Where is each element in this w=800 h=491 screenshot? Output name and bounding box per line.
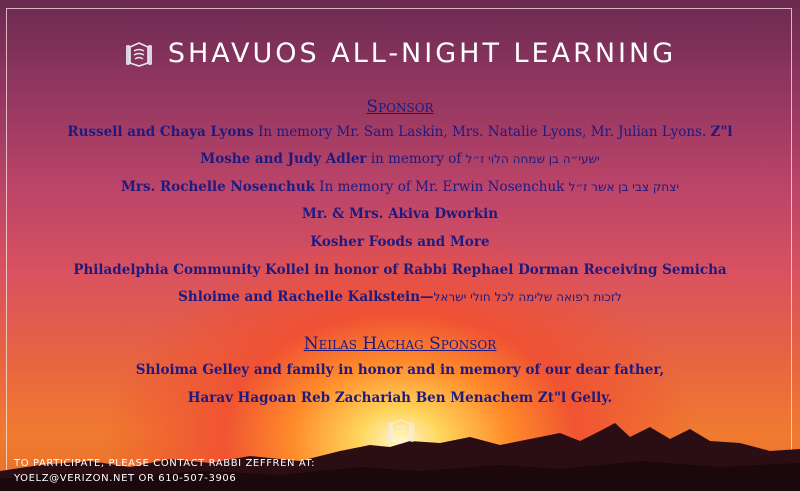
contact-line-2[interactable]: YOELZ@VERIZON.NET OR 610-507-3906 (14, 473, 237, 484)
sponsor-name: Russell and Chaya Lyons (67, 124, 254, 140)
sponsor-name: Shloime and Rachelle Kalkstein— (178, 289, 434, 305)
hebrew-dedication: לזכות רפואה שלימה לכל חולי ישראל (433, 290, 622, 304)
sponsor-line-5 (0, 234, 800, 250)
header (0, 38, 800, 69)
sponsor-line-6 (0, 262, 800, 278)
sponsor-line-1 (0, 124, 800, 140)
neilas-heading: Neilas Hachag Sponsor (303, 334, 497, 354)
page-title: SHAVUOS ALL-NIGHT LEARNING (167, 38, 677, 69)
neilas-text: Harav Hagoan Reb Zachariah Ben Menachem Zt"l Gelly. (187, 390, 613, 406)
neilas-line-1 (0, 362, 800, 378)
hebrew-dedication: יצחק צבי בן אשר ז״ל (568, 180, 680, 194)
sponsor-dedication: in memory of (366, 151, 466, 167)
sponsor-heading: Sponsor (366, 97, 434, 117)
sponsor-dedication: In memory of Mr. Erwin Nosenchuk (315, 179, 569, 195)
sponsor-name: Mrs. Rochelle Nosenchuk (120, 179, 315, 195)
sponsor-name: Philadelphia Community Kollel in honor of Rabbi Rephael Dorman Receiving Semicha (73, 262, 727, 278)
sponsor-line-7 (0, 289, 800, 305)
sponsor-dedication: In memory Mr. Sam Laskin, Mrs. Natalie Lyons, Mr. Julian Lyons. (253, 124, 711, 140)
sponsor-line-4 (0, 206, 800, 222)
neilas-text: Shloima Gelley and family in honor and in memory of our dear father, (135, 362, 665, 378)
torah-scroll-icon (124, 39, 154, 69)
sponsor-name: Kosher Foods and More (310, 234, 490, 250)
sponsor-suffix: Z"l (710, 124, 733, 140)
sponsor-name: Moshe and Judy Adler (200, 151, 367, 167)
contact-line-1: TO PARTICIPATE, PLEASE CONTACT RABBI ZEFFREN AT: (14, 458, 316, 469)
sponsor-line-2 (0, 151, 800, 167)
contact-info (14, 456, 315, 486)
hebrew-dedication: ישעי״ה בן שמחה הלוי ז״ל (465, 152, 600, 166)
sponsor-name: Mr. & Mrs. Akiva Dworkin (301, 206, 499, 222)
sponsor-line-3 (0, 179, 800, 195)
torah-scroll-icon (384, 416, 418, 446)
